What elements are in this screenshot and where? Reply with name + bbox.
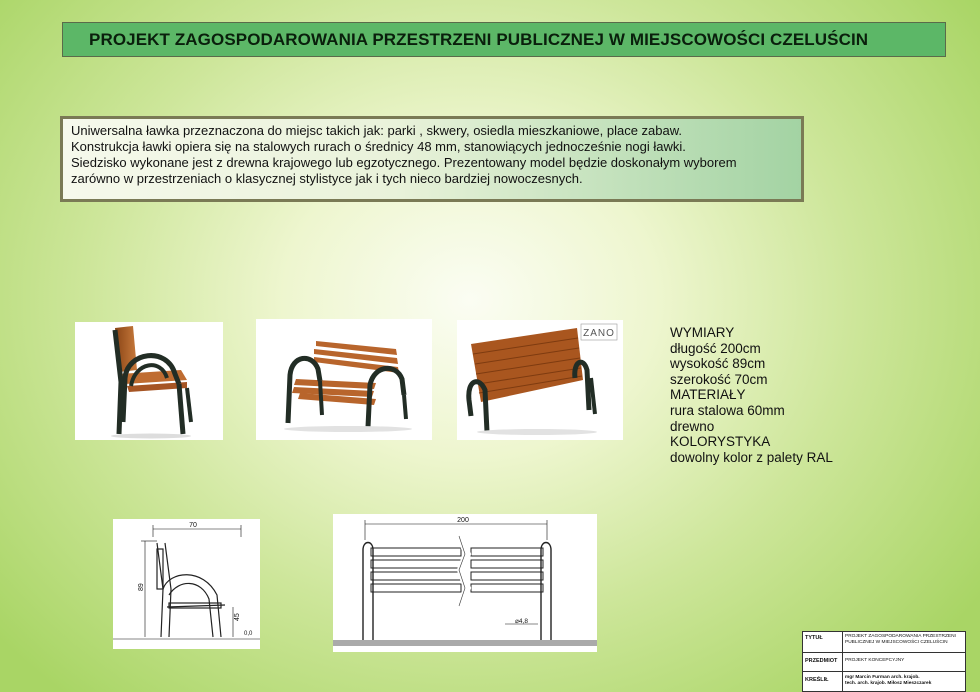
spec-colors-heading: KOLORYSTYKA [670,434,771,450]
spec-height: wysokość 89cm [670,356,766,372]
description-line: zarówno w przestrzeniach o klasycznej stylistyce jak i tych nieco bardziej nowoczesnych. [71,171,583,186]
spec-material-1: rura stalowa 60mm [670,402,785,418]
brand-logo: ZANO [583,328,615,339]
description-line: Konstrukcja ławki opiera się na stalowych rurach o średnicy 48 mm, stanowiących jednocześnie nogi ławki. [71,139,686,154]
description-box [60,116,804,202]
title-block-title-label: TYTUŁ [805,635,823,641]
title-block-drawn-label: KREŚLIŁ [805,677,829,683]
description-line: Siedzisko wykonane jest z drewna krajowego lub egzotycznego. Prezentowany model będzie doskonałym wyborem [71,155,737,170]
title-block-row [803,671,965,692]
spec-material-2: drewno [670,418,715,434]
title-block-title-value-2: PUBLICZNEJ W MIEJSCOWOŚCI CZELUŚCIN [845,640,948,645]
title-block-title-value-1: PROJEKT ZAGOSPODAROWANIA PRZESTRZENI [845,634,956,639]
title-block-row [803,652,965,672]
title-block-subject-value: PROJEKT KONCEPCYJNY [845,658,905,663]
title-block [802,631,966,692]
side-view-drawing [113,519,260,649]
specs-block [670,325,833,465]
title-block-drawn-value-1: mgr Marcin Furman arch. krajob. [845,675,920,680]
spec-color-info: dowolny kolor z palety RAL [670,449,833,465]
title-block-row [803,632,965,653]
bench-photo-back [457,320,623,440]
spec-materials-heading: MATERIAŁY [670,387,746,403]
page-title: PROJEKT ZAGOSPODAROWANIA PRZESTRZENI PUBLICZNEJ W MIEJSCOWOŚCI CZELUŚCIN [62,22,946,57]
bench-photo-side [75,322,223,440]
description-line: Uniwersalna ławka przeznaczona do miejsc takich jak: parki , skwery, osiedla mieszkaniowe, place zabaw. [71,123,683,138]
bench-photo-front [256,319,432,440]
front-view-drawing [333,514,597,652]
title-block-subject-label: PRZEDMIOT [805,658,838,664]
spec-width: szerokość 70cm [670,371,768,387]
side-seat-dim: 45 [234,613,241,621]
side-base-dim: 0,0 [244,631,253,637]
side-width-dim: 70 [189,522,197,529]
front-length-dim: 200 [457,517,469,524]
front-pipe-dim: ⌀4,8 [515,618,528,625]
spec-dimensions-heading: WYMIARY [670,325,735,340]
spec-length: długość 200cm [670,340,761,356]
side-height-dim: 89 [138,583,145,591]
title-block-drawn-value-2: tech. arch. krajob. Miłosz Mieszczarek [845,681,932,686]
